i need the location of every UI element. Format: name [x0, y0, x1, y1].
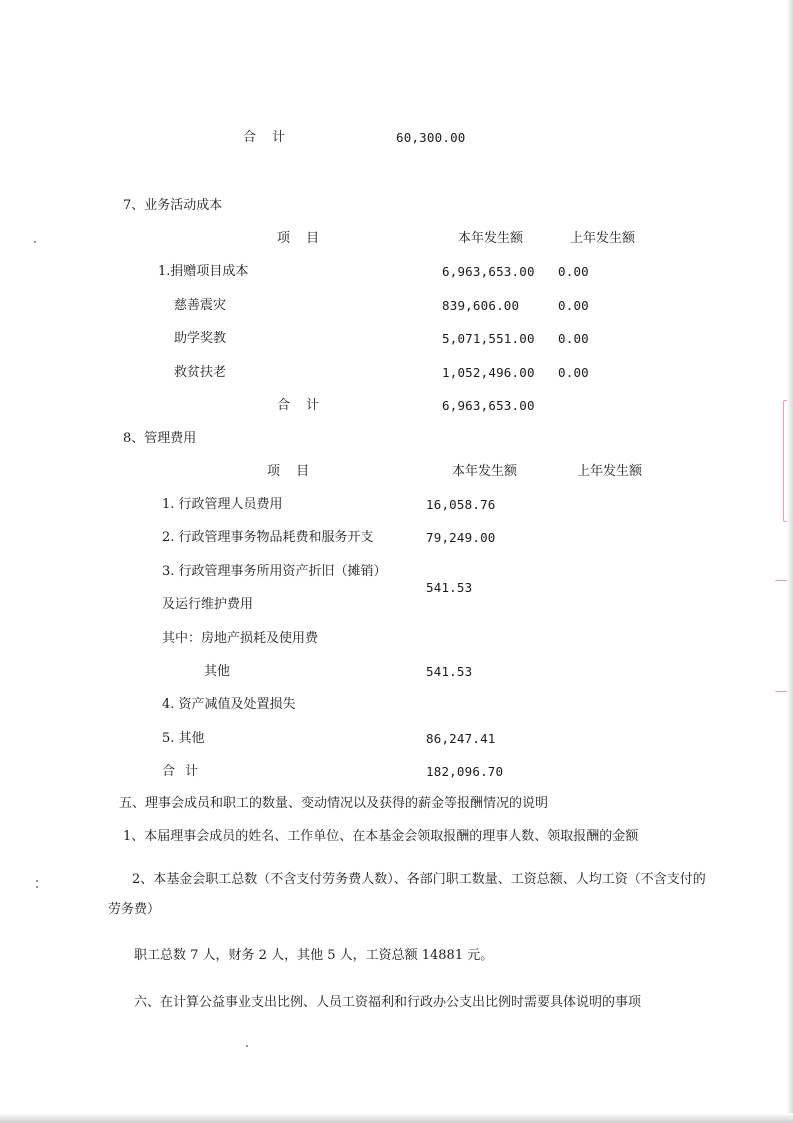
section8-row-label-continued: 及运行维护费用 — [162, 597, 254, 612]
section7-row-current: 839,606.00 — [442, 298, 520, 313]
section8-total-label: 合 计 — [162, 764, 202, 779]
section7-row-label: 救贫扶老 — [174, 365, 227, 380]
section7-total-current: 6,963,653.00 — [442, 398, 535, 413]
section8-header-current: 本年发生额 — [452, 464, 518, 479]
section7-row-current: 6,963,653.00 — [442, 264, 535, 279]
section7-row-current: 1,052,496.00 — [442, 365, 535, 380]
section8-title: 8、管理费用 — [123, 431, 197, 446]
section7-row-prior: 0.00 — [558, 264, 589, 279]
section8-row-label: 2. 行政管理事务物品耗费和服务开支 — [162, 530, 374, 545]
section8-row-current: 541.53 — [426, 664, 473, 679]
section8-row-current: 16,058.76 — [426, 497, 496, 512]
section8-row-label: 4. 资产减值及处置损失 — [162, 697, 296, 712]
section7-header-current: 本年发生额 — [458, 231, 524, 246]
section7-total-label: 合 计 — [277, 398, 326, 413]
section8-row-label: 1. 行政管理人员费用 — [162, 497, 283, 512]
section5-staff-summary: 职工总数 7 人，财务 2 人，其他 5 人，工资总额 14881 元。 — [134, 948, 494, 963]
section8-row-current: 86,247.41 — [426, 731, 496, 746]
section8-header-item: 项 目 — [267, 464, 316, 479]
section7-row-prior: 0.00 — [558, 331, 589, 346]
section7-row-prior: 0.00 — [558, 365, 589, 380]
top-total-label: 合 计 — [243, 130, 292, 145]
section5-item1: 1、本届理事会成员的姓名、工作单位、在本基金会领取报酬的理事人数、领取报酬的金额 — [123, 829, 639, 844]
section8-row-current: 79,249.00 — [426, 530, 496, 545]
section7-row-prior: 0.00 — [558, 298, 589, 313]
scan-bottom-edge — [0, 1113, 793, 1123]
scan-speck — [34, 241, 36, 243]
section7-row-current: 5,071,551.00 — [442, 331, 535, 346]
section7-header-item: 项 目 — [277, 231, 326, 246]
top-total-value: 60,300.00 — [396, 130, 466, 145]
section7-header-prior: 上年发生额 — [570, 231, 636, 246]
section8-row-label: 5. 其他 — [162, 731, 205, 746]
scan-speck — [36, 886, 38, 888]
scan-speck — [36, 880, 38, 882]
section7-title: 7、业务活动成本 — [123, 198, 223, 213]
section7-row-label: 慈善震灾 — [174, 298, 227, 313]
section7-row-label: 助学奖教 — [174, 331, 227, 346]
scan-right-edge — [787, 0, 793, 1123]
section8-row-current: 541.53 — [426, 580, 473, 595]
section6-title: 六、在计算公益事业支出比例、人员工资福利和行政办公支出比例时需要具体说明的事项 — [134, 995, 642, 1010]
scan-speck — [246, 1045, 248, 1047]
section5-item2: 2、本基金会职工总数（不含支付劳务费人数）、各部门职工数量、工资总额、人均工资（不含支付的劳务费） — [108, 872, 706, 917]
section8-row-label: 其他 — [204, 664, 231, 679]
section8-total-current: 182,096.70 — [426, 764, 504, 779]
section8-header-prior: 上年发生额 — [577, 464, 643, 479]
section7-row-label: 1.捐赠项目成本 — [158, 264, 249, 279]
section8-row-label: 其中：房地产损耗及使用费 — [162, 631, 319, 646]
section8-row-label: 3. 行政管理事务所用资产折旧（摊销） — [162, 564, 387, 579]
section5-title: 五、理事会成员和职工的数量、变动情况以及获得的薪金等报酬情况的说明 — [119, 796, 549, 811]
